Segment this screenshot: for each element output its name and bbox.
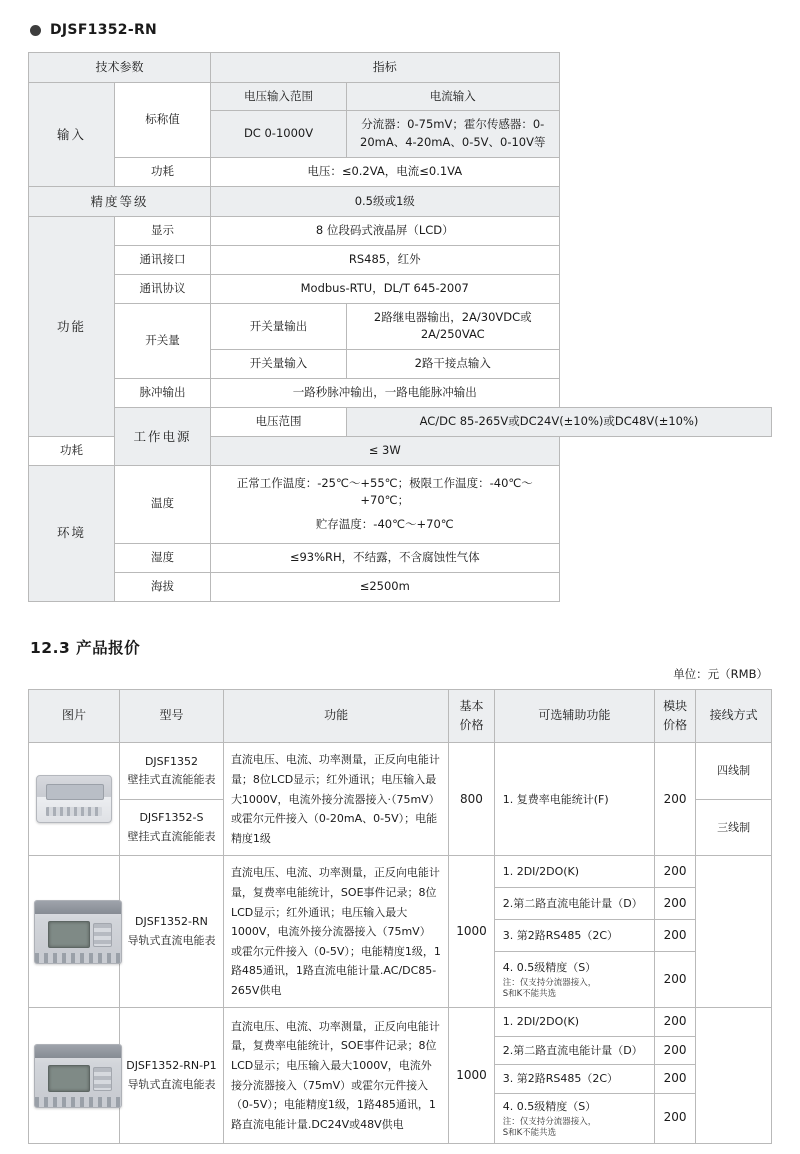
spec-group-power-supply: 工作电源 (115, 407, 211, 465)
price-col-function: 功能 (223, 689, 448, 743)
model-name-line1: DJSF1352-S (139, 810, 204, 824)
din-rail-meter-image (29, 1008, 120, 1143)
spec-sub-pulse-output: 脉冲输出 (115, 379, 211, 408)
model-heading-label: DJSF1352-RN (50, 22, 158, 38)
model-name-cell (119, 1008, 223, 1143)
spec-switch-input-label: 开关量输入 (211, 350, 347, 379)
model-name-line2: 壁挂式直流能能表 (127, 773, 216, 787)
model-name-cell (119, 799, 223, 855)
aux-function-item (494, 1093, 654, 1143)
spec-switch-input-value: 2路干接点输入 (347, 350, 559, 379)
spec-comm-interface-value: RS485，红外 (211, 246, 559, 275)
spec-switch-output-value: 2路继电器输出，2A/30VDC或2A/250VAC (347, 303, 559, 350)
table-row (29, 274, 772, 303)
table-row (29, 303, 772, 350)
spec-temperature-value (211, 465, 559, 543)
price-col-base-price: 基本 价格 (449, 689, 494, 743)
spec-sub-altitude: 海拔 (115, 572, 211, 601)
spec-header-index: 指标 (211, 53, 559, 83)
model-name-line1: DJSF1352 (144, 754, 198, 768)
spec-altitude-value: ≤2500m (211, 572, 559, 601)
function-description: 直流电压、电流、功率测量，正反向电能计量；8位LCD显示；红外通讯；电压输入最大1000V，电流外接分流器接入·（75mV）或霍尔元件接入（0-20mA、0-5V）；电能精度1级 (223, 743, 448, 856)
spec-current-input-label: 电流输入 (347, 82, 559, 111)
din-rail-meter-image (29, 856, 120, 1008)
spec-group-input: 输入 (29, 82, 115, 186)
price-unit-label: 单位：元（RMB） (673, 666, 768, 681)
bullet-dot-icon (30, 25, 41, 36)
aux-function-item: 1. 2DI/2DO(K) (494, 856, 654, 888)
module-price: 200 (655, 952, 696, 1008)
aux-function-label: 4. 0.5级精度（S） (502, 961, 597, 975)
model-name-cell (119, 743, 223, 799)
module-price: 200 (655, 920, 696, 952)
aux-function-note: 注：仅支持分流器接入， S和K不能共选 (502, 1116, 597, 1138)
aux-function-item: 2.第二路直流电能计量（D） (494, 888, 654, 920)
table-row (29, 543, 772, 572)
spec-humidity-value: ≤93%RH，不结露，不含腐蚀性气体 (211, 543, 559, 572)
aux-function-item: 3. 第2路RS485（2C） (494, 920, 654, 952)
spec-temperature-line1: 正常工作温度：-25℃～+55℃；极限工作温度：-40℃～+70℃； (236, 475, 533, 508)
price-table (28, 689, 772, 1144)
aux-function-item (494, 952, 654, 1008)
spec-sub-humidity: 湿度 (115, 543, 211, 572)
table-row (29, 246, 772, 275)
spec-sub-temperature: 温度 (115, 465, 211, 543)
model-name-line2: 导轨式直流电能表 (127, 1077, 216, 1091)
spec-sub-comm-protocol: 通讯协议 (115, 274, 211, 303)
spec-current-input-value: 分流器：0-75mV；霍尔传感器：0-20mA、4-20mA、0-5V、0-10V等 (347, 111, 559, 158)
aux-function-note: 注：仅支持分流器接入， S和K不能共选 (502, 978, 597, 1000)
spec-group-function: 功能 (29, 217, 115, 437)
spec-voltage-input-range-value: DC 0-1000V (211, 111, 347, 158)
model-heading (30, 22, 772, 38)
module-price: 200 (655, 1008, 696, 1036)
model-name-line1: DJSF1352-RN-P1 (126, 1058, 217, 1072)
price-col-module-price: 模块 价格 (655, 689, 696, 743)
table-row (29, 82, 772, 111)
spec-temperature-line2: 贮存温度：-40℃～+70℃ (315, 517, 454, 532)
spec-voltage-range-value: AC/DC 85-265V或DC24V(±10%)或DC48V(±10%) (347, 407, 772, 436)
spec-input-power-value: 电压：≤0.2VA，电流≤0.1VA (211, 158, 559, 187)
spec-voltage-input-range-label: 电压输入范围 (211, 82, 347, 111)
table-row (29, 407, 772, 436)
section-title: 12.3 产品报价 (30, 638, 141, 657)
spec-sub-display: 显示 (115, 217, 211, 246)
wall-mounted-meter-image (29, 743, 120, 856)
wiring-method (696, 1008, 772, 1143)
model-name-cell (119, 856, 223, 1008)
spec-comm-protocol-value: Modbus-RTU，DL/T 645-2007 (211, 274, 559, 303)
aux-function-label: 4. 0.5级精度（S） (502, 1099, 597, 1113)
spec-pulse-output-value: 一路秒脉冲输出，一路电能脉冲输出 (211, 379, 559, 408)
spec-switch-output-label: 开关量输出 (211, 303, 347, 350)
table-row (29, 572, 772, 601)
base-price: 1000 (449, 856, 494, 1008)
price-col-aux-function: 可选辅助功能 (494, 689, 654, 743)
table-row (29, 186, 772, 216)
aux-function-item: 1. 复费率电能统计(F) (494, 743, 654, 856)
spec-accuracy-value: 0.5级或1级 (211, 186, 559, 216)
table-row (29, 379, 772, 408)
spec-supply-consumption-value: ≤ 3W (211, 436, 559, 465)
function-description: 直流电压、电流、功率测量，正反向电能计量，复费率电能统计，SOE事件记录；8位LCD显示；电压输入最大1000V，电流外接分流器接入（75mV）或霍尔元件接入（0-5V）；电能精度1级，1路485通讯，1路直流电能计量.DC24V或48V供电 (223, 1008, 448, 1143)
module-price: 200 (655, 1093, 696, 1143)
model-name-line1: DJSF1352-RN (135, 915, 208, 929)
table-row (29, 856, 772, 888)
spec-display-value: 8 位段码式液晶屏（LCD） (211, 217, 559, 246)
price-col-wiring: 接线方式 (696, 689, 772, 743)
spec-sub-switching: 开关量 (115, 303, 211, 378)
table-row (29, 217, 772, 246)
spec-header-param: 技术参数 (29, 53, 211, 83)
module-price: 200 (655, 1036, 696, 1064)
table-row (29, 743, 772, 799)
specification-table (28, 52, 772, 602)
table-row (29, 53, 772, 83)
function-description: 直流电压、电流、功率测量，正反向电能计量，复费率电能统计，SOE事件记录；8位LCD显示；红外通讯；电压输入最大1000V，电流外接分流器接入（75mV）或霍尔元件接入（0-5V）；电能精度1级，1路485通讯，1路直流电能计量.AC/DC85-265V供电 (223, 856, 448, 1008)
table-row (29, 1008, 772, 1036)
module-price: 200 (655, 1065, 696, 1093)
spec-sub-voltage-range: 电压范围 (211, 407, 347, 436)
table-row (29, 158, 772, 187)
wiring-method (696, 856, 772, 1008)
spec-group-environment: 环境 (29, 465, 115, 601)
wiring-method: 四线制 (696, 743, 772, 799)
module-price: 200 (655, 743, 696, 856)
spec-sub-power-consumption: 功耗 (115, 158, 211, 187)
price-col-model: 型号 (119, 689, 223, 743)
module-price: 200 (655, 888, 696, 920)
spec-sub-comm-interface: 通讯接口 (115, 246, 211, 275)
model-name-line2: 导轨式直流电能表 (127, 933, 216, 947)
module-price: 200 (655, 856, 696, 888)
base-price: 1000 (449, 1008, 494, 1143)
model-name-line2: 壁挂式直流能能表 (127, 829, 216, 843)
spec-group-accuracy: 精度等级 (29, 186, 211, 216)
wiring-method: 三线制 (696, 799, 772, 855)
price-col-image: 图片 (29, 689, 120, 743)
aux-function-item: 3. 第2路RS485（2C） (494, 1065, 654, 1093)
table-row (29, 465, 772, 543)
spec-sub-supply-consumption: 功耗 (29, 436, 115, 465)
price-table-header-row (29, 689, 772, 743)
aux-function-item: 1. 2DI/2DO(K) (494, 1008, 654, 1036)
base-price: 800 (449, 743, 494, 856)
aux-function-item: 2.第二路直流电能计量（D） (494, 1036, 654, 1064)
spec-sub-nominal: 标称值 (115, 82, 211, 157)
